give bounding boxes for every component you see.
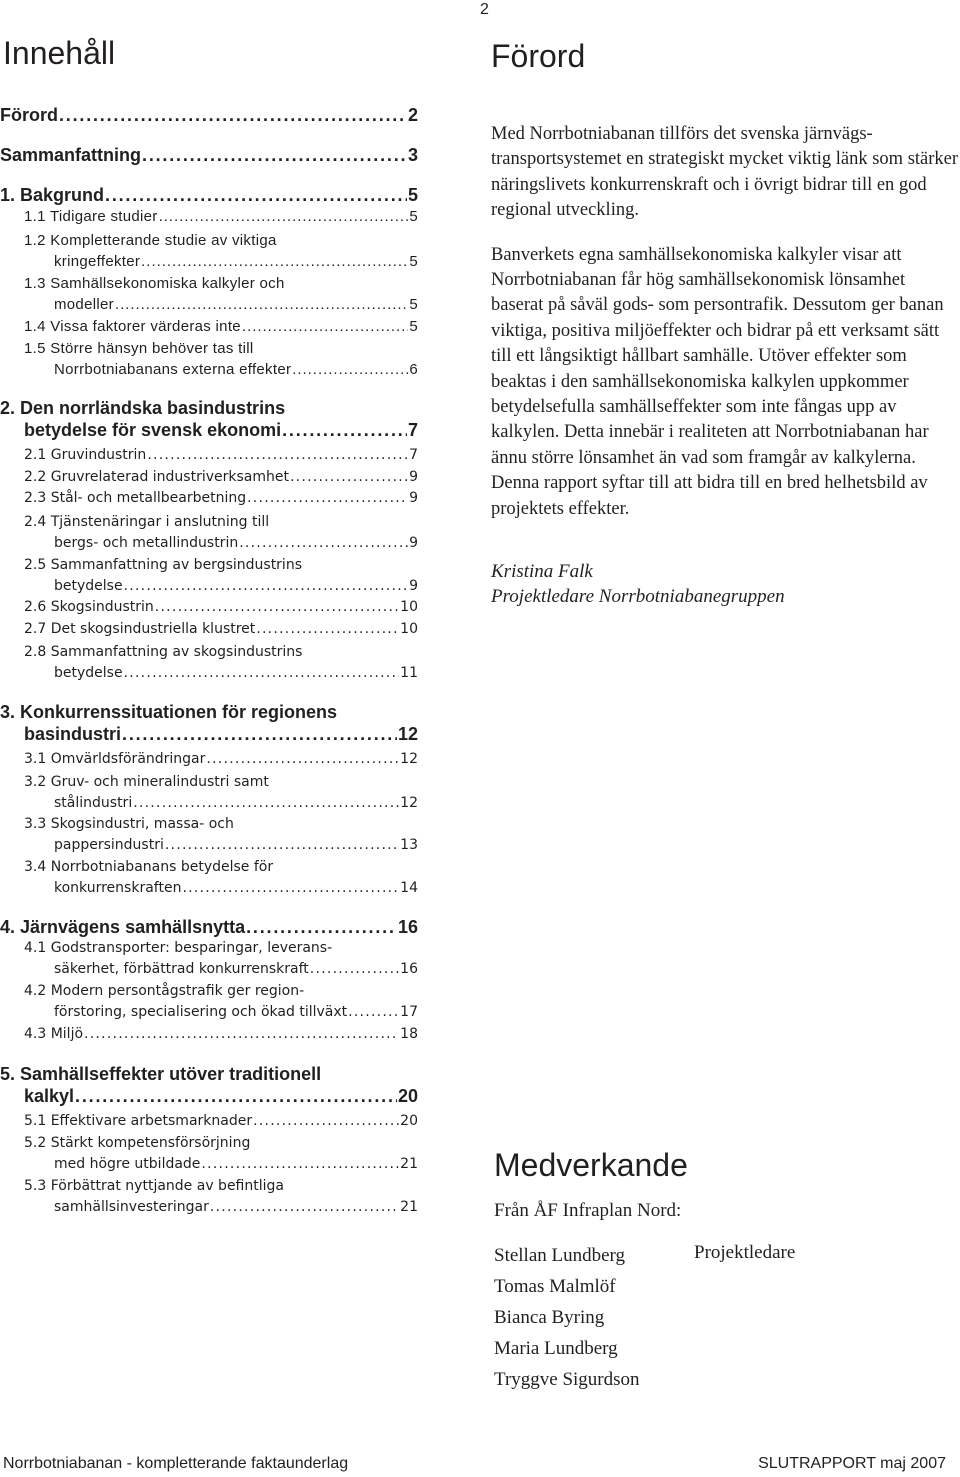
toc-entry-title: modeller	[54, 296, 114, 313]
toc-entry[interactable]	[0, 1133, 418, 1175]
toc-entry-title: 3. Konkurrenssituationen för regionens	[0, 702, 338, 722]
toc-leader-dots	[247, 488, 408, 509]
toc-entry[interactable]	[0, 642, 418, 684]
toc-entry-page: 12	[397, 724, 418, 744]
toc-entry-page: 16	[400, 961, 418, 977]
contributor-name: Tryggve Sigurdson	[494, 1369, 640, 1390]
toc-leader-dots	[142, 144, 407, 166]
medverkande-heading: Medverkande	[494, 1147, 688, 1183]
forord-paragraph-2: Banverkets egna samhällsekonomiska kalkyler visar att Norrbotniabanan får hög samhällsekonomisk lönsamhet baserat på såväl gods- som persontrafik. Dessutom ger banan viktiga, positiva miljöeffekter och bidrar på ett verksamt sätt till ett långsiktigt hållbart samhälle. Utöver effekter som beaktas i den samhällsekonomiska kalkylen uppkommer betydelsefulla samhällseffekter som inte fångas upp av kalkylen. Detta innebär i realiteten att Norrbotniabanan har ännu större lönsamhet än vad som framgår av kalkylerna. Denna rapport syftar till att bidra till en bred helhetsbild av projektets effekter.	[491, 244, 944, 519]
toc-entry-page: 20	[400, 1113, 418, 1129]
toc-entry-page: 17	[400, 1004, 418, 1020]
toc-entry-page: 21	[400, 1199, 418, 1215]
toc-leader-dots	[141, 251, 408, 272]
toc-entry-page: 10	[400, 621, 418, 637]
toc-entry-title: bergs- och metallindustrin	[54, 535, 239, 551]
toc-entry-title: konkurrenskraften	[54, 880, 182, 896]
medverkande-from: Från ÅF Infraplan Nord:	[494, 1200, 682, 1221]
toc-entry-title: 3.4 Norrbotniabanans betydelse för	[24, 859, 274, 875]
contributor-role: Projektledare	[694, 1242, 796, 1263]
toc-leader-dots	[256, 619, 399, 640]
toc-entry-page: 14	[400, 880, 418, 896]
toc-leader-dots	[105, 184, 407, 206]
toc-entry-title: Norrbotniabanans externa effekter	[54, 361, 292, 378]
toc-entry-title: förstoring, specialisering och ökad tillväxt	[54, 1004, 348, 1020]
toc-entry-title: 1.5 Större hänsyn behöver tas till	[24, 340, 254, 357]
toc-entry-page: 11	[400, 665, 418, 681]
toc-leader-dots	[292, 359, 408, 380]
toc-entry-title: betydelse för svensk ekonomi	[24, 420, 282, 440]
toc-entry[interactable]	[0, 701, 418, 745]
toc-leader-dots	[147, 445, 408, 466]
toc-leader-dots	[290, 467, 408, 488]
toc-entry[interactable]	[0, 316, 418, 337]
contributor-name: Stellan Lundberg	[494, 1245, 626, 1266]
toc-entry[interactable]	[0, 338, 418, 380]
toc-entry[interactable]	[0, 206, 418, 227]
toc-leader-dots	[182, 878, 399, 899]
toc-entry-page: 16	[397, 917, 418, 937]
toc-entry[interactable]	[0, 144, 418, 166]
toc-entry[interactable]	[0, 1024, 418, 1045]
toc-entry-title: 2.8 Sammanfattning av skogsindustrins	[24, 644, 303, 660]
toc-entry-title: Sammanfattning	[0, 145, 142, 165]
toc-entry-page: 7	[407, 420, 418, 440]
toc-leader-dots	[84, 1024, 399, 1045]
toc-entry-title: 3.3 Skogsindustri, massa- och	[24, 816, 234, 832]
toc-entry-page: 5	[409, 318, 418, 335]
toc-entry[interactable]	[0, 814, 418, 856]
toc-entry[interactable]	[0, 397, 418, 441]
toc-leader-dots	[201, 1154, 399, 1175]
toc-entry[interactable]	[0, 938, 418, 980]
toc-entry-page: 20	[397, 1086, 418, 1106]
toc-entry-title: 5. Samhällseffekter utöver traditionell	[0, 1064, 322, 1084]
toc-leader-dots	[246, 916, 397, 938]
toc-entry-page: 13	[400, 837, 418, 853]
toc-leader-dots	[124, 663, 400, 684]
toc-entry-title: 1.1 Tidigare studier	[24, 208, 158, 225]
toc-leader-dots	[206, 749, 399, 770]
toc-entry[interactable]	[0, 467, 418, 488]
toc-entry-page: 3	[407, 145, 418, 165]
footer-left: Norrbotniabanan - kompletterande faktaunderlag	[3, 1455, 349, 1472]
toc-entry-title: samhällsinvesteringar	[54, 1199, 209, 1215]
toc-entry-title: 2. Den norrländska basindustrins	[0, 398, 286, 418]
toc-entry-title: 2.7 Det skogsindustriella klustret	[24, 621, 256, 637]
toc-entry[interactable]	[0, 555, 418, 597]
toc-leader-dots	[59, 104, 407, 126]
toc-entry-title: 5.3 Förbättrat nyttjande av befintliga	[24, 1178, 284, 1194]
medverkande-names	[494, 1240, 640, 1395]
toc-entry-title: kalkyl	[24, 1086, 75, 1106]
toc-leader-dots	[159, 206, 409, 227]
toc-entry[interactable]	[0, 1176, 418, 1218]
toc-leader-dots	[253, 1111, 399, 1132]
toc-entry-title: kringeffekter	[54, 253, 141, 270]
toc-entry[interactable]	[0, 1111, 418, 1132]
toc-entry-title: 1.2 Kompletterande studie av viktiga	[24, 232, 277, 249]
toc-entry-page: 5	[409, 296, 418, 313]
toc-entry-title: 4.3 Miljö	[24, 1026, 84, 1042]
toc-entry[interactable]	[0, 488, 418, 509]
toc-leader-dots	[239, 533, 408, 554]
signature-name: Kristina Falk	[491, 561, 593, 582]
forord-heading: Förord	[491, 38, 586, 74]
toc-entry[interactable]	[0, 1063, 418, 1107]
toc-heading: Innehåll	[3, 35, 116, 71]
toc-entry-title: 4.1 Godstransporter: besparingar, leverans-	[24, 940, 333, 956]
contributor-name: Bianca Byring	[494, 1307, 605, 1328]
toc-entry-title: 2.5 Sammanfattning av bergsindustrins	[24, 557, 302, 573]
toc-entry-title: 4. Järnvägens samhällsnytta	[0, 917, 246, 937]
toc-entry[interactable]	[0, 981, 418, 1023]
toc-entry[interactable]	[0, 512, 418, 554]
toc-entry-page: 5	[409, 208, 418, 225]
toc-entry[interactable]	[0, 184, 418, 206]
toc-leader-dots	[165, 835, 399, 856]
signature-title: Projektledare Norrbotniabanegruppen	[491, 586, 785, 608]
toc-entry-page: 5	[409, 253, 418, 270]
toc-entry-page: 9	[409, 469, 418, 485]
toc-entry-page: 12	[400, 795, 418, 811]
toc-entry-title: 2.4 Tjänstenäringar i anslutning till	[24, 514, 270, 530]
toc-entry[interactable]	[0, 916, 418, 938]
toc-entry-page: 10	[400, 599, 418, 615]
footer-right: SLUTRAPPORT maj 2007	[758, 1455, 946, 1472]
toc-entry-page: 18	[400, 1026, 418, 1042]
forord-paragraph-1: Med Norrbotniabanan tillförs det svenska järnvägs-transportsystemet en strategiskt mycket viktig länk som stärker näringslivets konkurrenskraft och i övrigt bidrar till en god regional utveckling.	[491, 124, 959, 221]
toc-entry-title: stålindustri	[54, 795, 133, 811]
toc-entry-title: 1.3 Samhällsekonomiska kalkyler och	[24, 275, 285, 292]
toc-leader-dots	[310, 959, 399, 980]
toc-leader-dots	[348, 1002, 399, 1023]
toc-entry[interactable]	[0, 619, 418, 640]
toc-entry-title: 2.6 Skogsindustrin	[24, 599, 154, 615]
toc-leader-dots	[75, 1085, 397, 1107]
toc-leader-dots	[210, 1197, 399, 1218]
toc-entry[interactable]	[0, 597, 418, 618]
toc-entry-title: 5.2 Stärkt kompetensförsörjning	[24, 1135, 251, 1151]
toc-entry-page: 5	[407, 185, 418, 205]
toc-entry-page: 21	[400, 1156, 418, 1172]
toc-entry-title: 2.1 Gruvindustrin	[24, 447, 147, 463]
toc-entry-title: med högre utbildade	[54, 1156, 201, 1172]
toc-entry-title: basindustri	[24, 724, 122, 744]
toc-leader-dots	[115, 294, 408, 315]
toc-entry-page: 9	[409, 535, 418, 551]
contributor-name: Tomas Malmlöf	[494, 1276, 616, 1297]
toc-entry[interactable]	[0, 104, 418, 126]
forord-body	[491, 122, 959, 541]
toc-entry-page: 9	[409, 490, 418, 506]
toc-entry-title: betydelse	[54, 665, 123, 681]
toc-entry[interactable]	[0, 772, 418, 814]
toc-entry-page: 9	[409, 578, 418, 594]
toc-leader-dots	[122, 723, 397, 745]
toc-entry-page: 2	[407, 105, 418, 125]
toc-entry-title: betydelse	[54, 578, 123, 594]
page-number: 2	[480, 1, 489, 18]
toc-entry-title: 3.2 Gruv- och mineralindustri samt	[24, 774, 269, 790]
toc-leader-dots	[133, 793, 399, 814]
toc-entry[interactable]	[0, 230, 418, 272]
toc-entry-title: 1. Bakgrund	[0, 185, 105, 205]
toc-entry[interactable]	[0, 857, 418, 899]
toc-entry-title: Förord	[0, 105, 58, 125]
toc-entry-page: 6	[409, 361, 418, 378]
toc-entry-page: 12	[400, 751, 418, 767]
toc-leader-dots	[282, 419, 407, 441]
toc-entry-title: 1.4 Vissa faktorer värderas inte	[24, 318, 241, 335]
toc-entry-title: 2.3 Stål- och metallbearbetning	[24, 490, 247, 506]
toc-leader-dots	[242, 316, 408, 337]
toc-entry-title: 4.2 Modern persontågstrafik ger region-	[24, 983, 305, 999]
toc-entry-title: 3.1 Omvärldsförändringar	[24, 751, 206, 767]
contributor-name: Maria Lundberg	[494, 1338, 618, 1359]
toc-entry[interactable]	[0, 273, 418, 315]
signature	[491, 559, 951, 610]
toc-entry-title: pappersindustri	[54, 837, 164, 853]
toc-entry-page: 7	[409, 447, 418, 463]
toc-entry-title: 2.2 Gruvrelaterad industriverksamhet	[24, 469, 289, 485]
toc-leader-dots	[124, 576, 409, 597]
toc-entry[interactable]	[0, 749, 418, 770]
toc-entry[interactable]	[0, 445, 418, 466]
toc-leader-dots	[155, 597, 399, 618]
toc-entry-title: säkerhet, förbättrad konkurrenskraft	[54, 961, 309, 977]
toc-entry-title: 5.1 Effektivare arbetsmarknader	[24, 1113, 253, 1129]
